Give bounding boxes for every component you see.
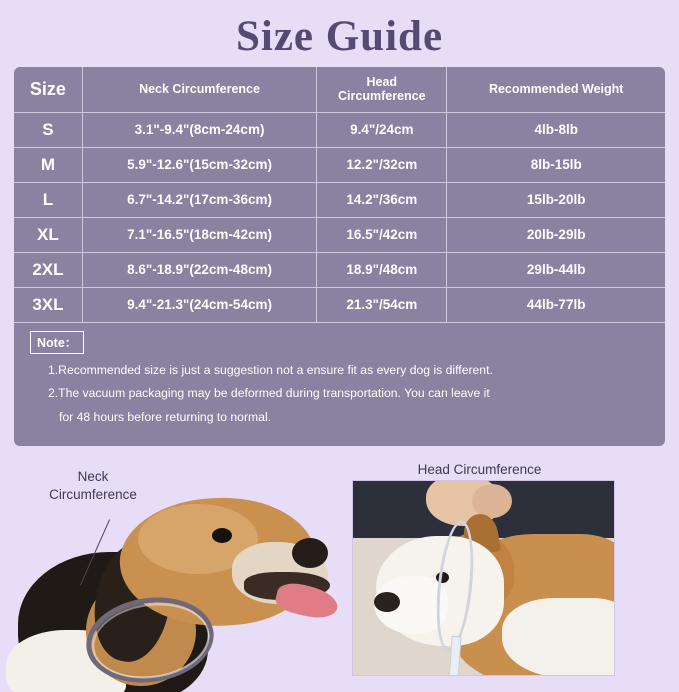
cell-size: L: [14, 182, 82, 217]
table-header-row: [14, 67, 665, 112]
cell-neck: 3.1"-9.4"(8cm-24cm): [82, 112, 316, 147]
head-circumference-caption: Head Circumference: [417, 462, 542, 478]
cell-weight: 29lb-44lb: [447, 252, 665, 287]
cell-head: 12.2"/32cm: [317, 147, 447, 182]
cell-weight: 4lb-8lb: [447, 112, 665, 147]
cell-head: 16.5"/42cm: [317, 217, 447, 252]
column-header-neck-circumference: Neck Circumference: [82, 67, 316, 112]
cell-neck: 7.1"-16.5"(18cm-42cm): [82, 217, 316, 252]
cell-size: 3XL: [14, 287, 82, 322]
cell-neck: 8.6"-18.9"(22cm-48cm): [82, 252, 316, 287]
column-header-recommended-weight: Recommended Weight: [447, 67, 665, 112]
page-title: Size Guide: [235, 13, 444, 60]
note-item-2: 2.The vacuum packaging may be deformed during transportation. You can leave it: [48, 386, 490, 401]
note-item-2-continued: for 48 hours before returning to normal.: [59, 409, 272, 424]
corgi-back-shape: [502, 598, 615, 676]
notes-section: [14, 323, 665, 446]
cell-head: 21.3"/54cm: [317, 287, 447, 322]
head-measurement-photo: [352, 480, 615, 676]
cell-neck: 6.7"-14.2"(17cm-36cm): [82, 182, 316, 217]
cell-weight: 20lb-29lb: [447, 217, 665, 252]
cell-size: XL: [14, 217, 82, 252]
neck-measurement-photo: [0, 480, 340, 692]
cell-neck: 9.4"-21.3"(24cm-54cm): [82, 287, 316, 322]
note-item-1: 1.Recommended size is just a suggestion not a ensure fit as every dog is different.: [48, 362, 493, 377]
column-header-size: Size: [14, 67, 82, 112]
measurement-photos: [0, 452, 679, 692]
cell-size: 2XL: [14, 252, 82, 287]
table-row: [14, 217, 665, 252]
neck-circumference-caption: Neck Circumference: [49, 469, 137, 502]
column-header-head-circumference: Head Circumference: [317, 67, 447, 112]
note-label: Note：: [30, 331, 84, 354]
table-row: [14, 147, 665, 182]
table-row: [14, 112, 665, 147]
cell-weight: 44lb-77lb: [447, 287, 665, 322]
cell-weight: 8lb-15lb: [447, 147, 665, 182]
table-row: [14, 287, 665, 322]
dog-nose-shape: [292, 538, 328, 568]
cell-head: 9.4"/24cm: [317, 112, 447, 147]
size-table: [14, 67, 665, 323]
cell-size: S: [14, 112, 82, 147]
cell-head: 18.9"/48cm: [317, 252, 447, 287]
size-guide-card: [14, 67, 665, 446]
cell-head: 14.2"/36cm: [317, 182, 447, 217]
cell-size: M: [14, 147, 82, 182]
table-row: [14, 252, 665, 287]
cell-neck: 5.9"-12.6"(15cm-32cm): [82, 147, 316, 182]
table-row: [14, 182, 665, 217]
cell-weight: 15lb-20lb: [447, 182, 665, 217]
